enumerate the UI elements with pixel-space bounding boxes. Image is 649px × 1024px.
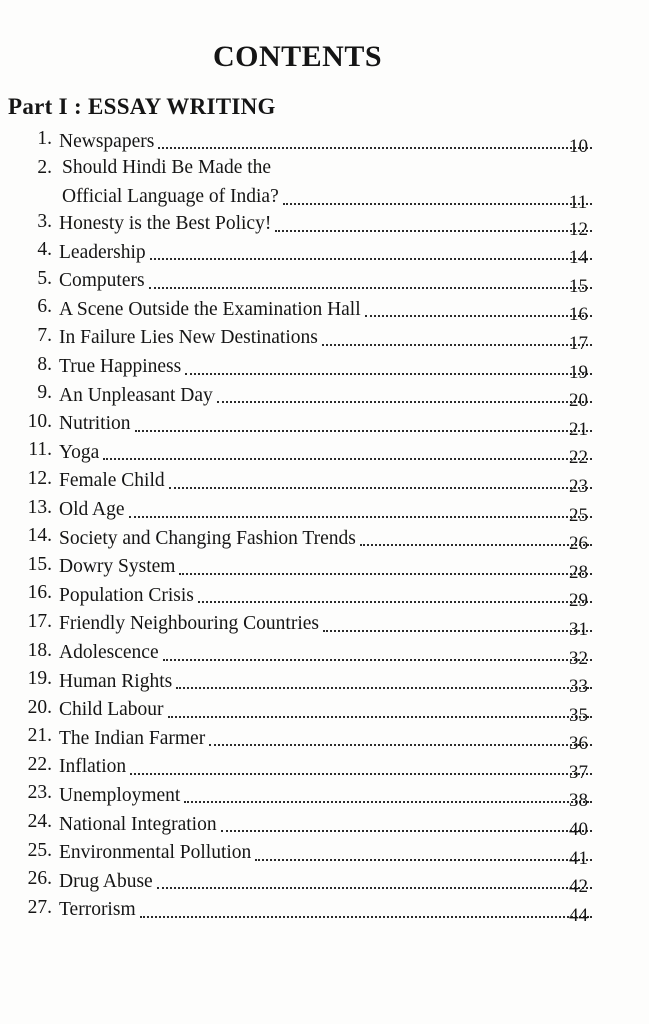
toc-entry bbox=[0, 268, 649, 297]
entry-title: Female Child bbox=[59, 470, 165, 492]
dot-leader bbox=[176, 687, 592, 689]
entry-title: Computers bbox=[59, 270, 145, 292]
entry-line bbox=[59, 782, 592, 808]
dot-leader bbox=[221, 830, 592, 832]
entry-number: 14. bbox=[27, 525, 52, 547]
dot-leader bbox=[275, 230, 592, 232]
entry-page-number: 31 bbox=[569, 618, 588, 640]
entry-page-number: 26 bbox=[569, 533, 588, 555]
toc-entry bbox=[0, 239, 649, 268]
entry-title: Population Crisis bbox=[59, 584, 194, 606]
entry-title: True Happiness bbox=[59, 356, 182, 378]
entry-number: 17. bbox=[27, 610, 52, 632]
entry-page-number: 20 bbox=[569, 390, 588, 412]
toc-entry bbox=[0, 382, 649, 411]
entry-number: 26. bbox=[27, 868, 52, 890]
entry-number: 6. bbox=[37, 296, 52, 318]
entry-line bbox=[59, 697, 592, 723]
toc-entry bbox=[0, 697, 649, 726]
entry-line bbox=[59, 239, 592, 265]
toc-entry bbox=[0, 554, 649, 583]
entry-page-number: 28 bbox=[569, 561, 588, 583]
entry-line bbox=[59, 897, 592, 923]
dot-leader bbox=[150, 258, 592, 260]
entry-line bbox=[59, 554, 592, 580]
entry-title: In Failure Lies New Destinations bbox=[59, 327, 318, 349]
entry-title: Yoga bbox=[59, 441, 100, 463]
entry-number: 18. bbox=[27, 639, 52, 661]
entry-page-number: 14 bbox=[569, 247, 588, 269]
entry-page-number: 21 bbox=[569, 418, 588, 440]
page-title: CONTENTS bbox=[212, 40, 383, 73]
entry-title: Friendly Neighbouring Countries bbox=[59, 613, 319, 635]
entry-line bbox=[59, 211, 592, 237]
entry-title: Newspapers bbox=[59, 130, 155, 152]
entry-page-number: 40 bbox=[569, 819, 588, 841]
dot-leader bbox=[129, 516, 592, 518]
dot-leader bbox=[130, 773, 592, 775]
dot-leader bbox=[283, 203, 592, 205]
entry-page-number: 16 bbox=[569, 304, 588, 326]
entry-title: Society and Changing Fashion Trends bbox=[59, 527, 356, 549]
part-heading: Part I : ESSAY WRITING bbox=[8, 94, 276, 119]
entry-page-number: 12 bbox=[569, 218, 588, 240]
entry-number: 23. bbox=[27, 782, 52, 804]
entry-title: An Unpleasant Day bbox=[59, 384, 213, 406]
entry-page-number: 44 bbox=[569, 904, 588, 926]
entry-number: 25. bbox=[27, 839, 52, 861]
dot-leader bbox=[179, 573, 592, 575]
dot-leader bbox=[365, 315, 592, 317]
dot-leader bbox=[209, 744, 592, 746]
dot-leader bbox=[323, 630, 592, 632]
entry-number: 10. bbox=[27, 410, 52, 432]
entry-number: 9. bbox=[37, 382, 52, 404]
entry-line bbox=[59, 296, 592, 322]
toc-entry bbox=[0, 840, 649, 869]
entry-title: Honesty is the Best Policy! bbox=[59, 213, 272, 235]
entry-number: 5. bbox=[37, 267, 52, 289]
entry-number: 13. bbox=[27, 496, 52, 518]
entry-line bbox=[59, 382, 592, 408]
entry-line bbox=[59, 868, 592, 894]
entry-line bbox=[59, 668, 592, 694]
entry-line bbox=[59, 611, 592, 637]
entry-title: Drug Abuse bbox=[59, 870, 153, 892]
toc-entry bbox=[0, 640, 649, 669]
entry-page-number: 25 bbox=[569, 504, 588, 526]
entry-line bbox=[59, 411, 592, 437]
dot-leader bbox=[217, 401, 592, 403]
toc-entry bbox=[0, 354, 649, 383]
dot-leader bbox=[157, 887, 592, 889]
entry-number: 19. bbox=[27, 668, 52, 690]
entry-page-number: 35 bbox=[569, 704, 588, 726]
entry-line bbox=[59, 439, 592, 465]
toc-entry bbox=[0, 782, 649, 811]
entry-number: 7. bbox=[37, 324, 52, 346]
entry-number: 12. bbox=[27, 467, 52, 489]
dot-leader bbox=[158, 147, 592, 149]
toc-entry bbox=[0, 128, 649, 157]
entry-page-number: 23 bbox=[569, 475, 588, 497]
dot-leader bbox=[185, 373, 592, 375]
dot-leader bbox=[168, 716, 592, 718]
entry-number: 21. bbox=[27, 725, 52, 747]
table-of-contents bbox=[0, 128, 649, 925]
entry-page-number: 36 bbox=[569, 733, 588, 755]
dot-leader bbox=[135, 430, 593, 432]
toc-entry bbox=[0, 296, 649, 325]
dot-leader bbox=[103, 458, 592, 460]
dot-leader bbox=[184, 801, 592, 803]
dot-leader bbox=[255, 859, 592, 861]
toc-entry bbox=[0, 668, 649, 697]
entry-title: Child Labour bbox=[59, 699, 164, 721]
toc-entry bbox=[0, 439, 649, 468]
entry-title: Unemployment bbox=[59, 784, 181, 806]
entry-number: 2. bbox=[37, 156, 52, 178]
dot-leader bbox=[360, 544, 592, 546]
dot-leader bbox=[149, 287, 592, 289]
entry-title: Terrorism bbox=[59, 899, 136, 921]
entry-number: 15. bbox=[27, 553, 52, 575]
entry-line bbox=[59, 497, 592, 523]
toc-entry bbox=[0, 754, 649, 783]
entry-page-number: 32 bbox=[569, 647, 588, 669]
entry-title-line1: Should Hindi Be Made the bbox=[62, 156, 272, 178]
entry-line bbox=[59, 640, 592, 666]
entry-title: Leadership bbox=[59, 241, 146, 263]
toc-entry bbox=[0, 468, 649, 497]
dot-leader bbox=[322, 344, 592, 346]
entry-line bbox=[59, 725, 592, 751]
entry-page-number: 11 bbox=[569, 191, 588, 213]
entry-page-number: 10 bbox=[569, 136, 588, 157]
entry-line bbox=[59, 840, 592, 866]
entry-page-number: 15 bbox=[569, 275, 588, 297]
toc-entry bbox=[0, 897, 649, 926]
toc-entry bbox=[0, 611, 649, 640]
toc-entry bbox=[0, 497, 649, 526]
entry-title: Inflation bbox=[59, 756, 127, 778]
toc-entry bbox=[0, 868, 649, 897]
entry-number: 16. bbox=[27, 582, 52, 604]
entry-title: The Indian Farmer bbox=[59, 727, 206, 749]
dot-leader bbox=[198, 601, 592, 603]
entry-number: 8. bbox=[37, 353, 52, 375]
entry-number: 3. bbox=[37, 210, 52, 232]
toc-entry bbox=[0, 157, 649, 211]
toc-entry bbox=[0, 725, 649, 754]
entry-number: 27. bbox=[27, 896, 52, 918]
entry-line bbox=[59, 525, 592, 551]
entry-line bbox=[59, 128, 592, 154]
entry-title: Official Language of India? bbox=[62, 186, 279, 208]
toc-entry bbox=[0, 211, 649, 240]
entry-line bbox=[59, 354, 592, 380]
entry-number: 22. bbox=[27, 753, 52, 775]
entry-page-number: 38 bbox=[569, 790, 588, 812]
entry-line bbox=[59, 582, 592, 608]
entry-number: 20. bbox=[27, 696, 52, 718]
entry-number: 1. bbox=[37, 128, 52, 149]
dot-leader bbox=[163, 659, 592, 661]
entry-line bbox=[59, 754, 592, 780]
entry-title: Dowry System bbox=[59, 556, 176, 578]
entry-title: Adolescence bbox=[59, 642, 159, 663]
entry-line bbox=[59, 325, 592, 351]
entry-number: 11. bbox=[28, 439, 52, 461]
entry-title: Old Age bbox=[59, 499, 125, 521]
entry-page-number: 41 bbox=[569, 847, 588, 869]
toc-entry bbox=[0, 811, 649, 840]
entry-title: National Integration bbox=[59, 813, 217, 835]
entry-line bbox=[59, 811, 592, 837]
entry-page-number: 17 bbox=[569, 332, 588, 354]
entry-title: Human Rights bbox=[59, 670, 173, 692]
entry-line bbox=[59, 268, 592, 294]
toc-entry bbox=[0, 411, 649, 440]
entry-number: 4. bbox=[37, 239, 52, 261]
toc-entry bbox=[0, 525, 649, 554]
toc-entry bbox=[0, 325, 649, 354]
entry-page-number: 33 bbox=[569, 676, 588, 698]
entry-title: Environmental Pollution bbox=[59, 842, 252, 864]
entry-page-number: 37 bbox=[569, 761, 588, 783]
entry-title: A Scene Outside the Examination Hall bbox=[59, 298, 361, 320]
entry-page-number: 29 bbox=[569, 590, 588, 612]
entry-page-number: 42 bbox=[569, 876, 588, 898]
entry-page-number: 22 bbox=[569, 447, 588, 469]
dot-leader bbox=[140, 916, 592, 918]
entry-line bbox=[59, 184, 592, 210]
dot-leader bbox=[169, 487, 592, 489]
toc-entry bbox=[0, 582, 649, 611]
entry-line bbox=[59, 468, 592, 494]
entry-page-number: 19 bbox=[569, 361, 588, 383]
entry-number: 24. bbox=[27, 811, 52, 833]
entry-title: Nutrition bbox=[59, 413, 131, 435]
